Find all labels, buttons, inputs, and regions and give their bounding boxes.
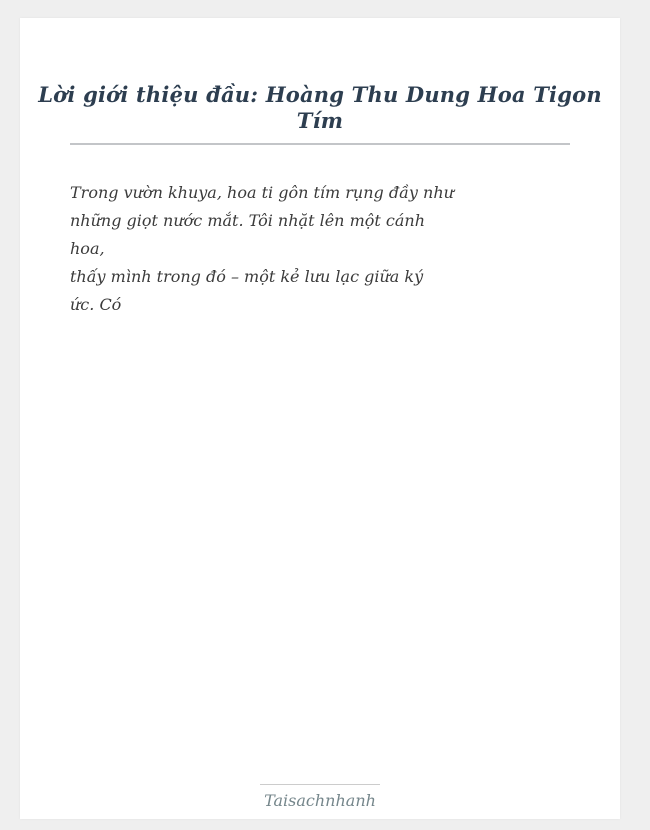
body-text-line: hoa, bbox=[70, 239, 105, 258]
body-text-line: những giọt nước mắt. Tôi nhặt lên một cánh bbox=[70, 211, 425, 230]
body-text-line: thấy mình trong đó – một kẻ lưu lạc giữa ký bbox=[70, 267, 424, 286]
body-text bbox=[70, 179, 572, 319]
page-title: Lời giới thiệu đầu: Hoàng Thu Dung Hoa Tigon Tím bbox=[38, 82, 602, 133]
title-divider bbox=[70, 143, 570, 145]
body-text-line: ức. Có bbox=[70, 295, 122, 314]
footer-watermark: Taisachnhanh bbox=[264, 791, 376, 810]
page-footer bbox=[20, 784, 620, 811]
body-text-line: Trong vườn khuya, hoa ti gôn tím rụng đầy như bbox=[70, 183, 454, 202]
document-page bbox=[20, 18, 620, 819]
footer-divider bbox=[260, 784, 380, 785]
